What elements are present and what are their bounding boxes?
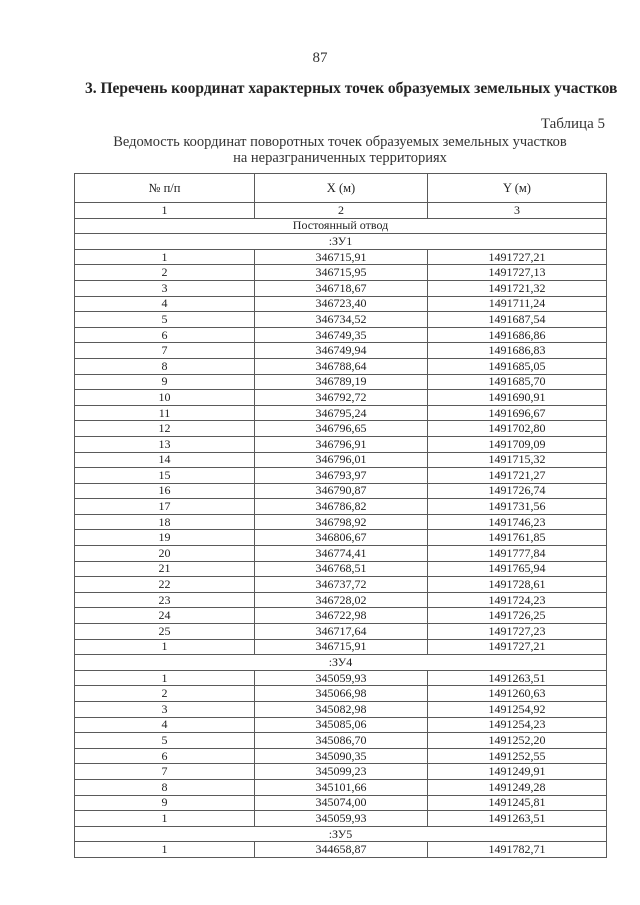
y-coordinate: 1491252,20 xyxy=(428,733,607,749)
y-coordinate: 1491727,21 xyxy=(428,639,607,655)
x-coordinate: 346792,72 xyxy=(255,390,428,406)
section-heading: 3. Перечень координат характерных точек образуемых земельных участков xyxy=(85,80,618,97)
x-coordinate: 345101,66 xyxy=(255,779,428,795)
point-number: 24 xyxy=(75,608,255,624)
point-number: 19 xyxy=(75,530,255,546)
y-coordinate: 1491690,91 xyxy=(428,390,607,406)
point-number: 8 xyxy=(75,779,255,795)
table-row xyxy=(75,499,607,515)
parcel-section-row xyxy=(75,826,607,842)
x-coordinate: 346737,72 xyxy=(255,577,428,593)
table-row xyxy=(75,436,607,452)
y-coordinate: 1491685,70 xyxy=(428,374,607,390)
column-number-3: 3 xyxy=(428,203,607,219)
point-number: 1 xyxy=(75,811,255,827)
table-row xyxy=(75,577,607,593)
x-coordinate: 346768,51 xyxy=(255,561,428,577)
y-coordinate: 1491726,25 xyxy=(428,608,607,624)
table-row xyxy=(75,530,607,546)
y-coordinate: 1491252,55 xyxy=(428,748,607,764)
table-row xyxy=(75,811,607,827)
point-number: 6 xyxy=(75,748,255,764)
x-coordinate: 346734,52 xyxy=(255,312,428,328)
point-number: 23 xyxy=(75,592,255,608)
table-row xyxy=(75,779,607,795)
x-coordinate: 346717,64 xyxy=(255,624,428,640)
point-number: 4 xyxy=(75,717,255,733)
table-row xyxy=(75,639,607,655)
point-number: 7 xyxy=(75,343,255,359)
column-numbers-row xyxy=(75,203,607,219)
y-coordinate: 1491731,56 xyxy=(428,499,607,515)
table-row xyxy=(75,842,607,858)
x-coordinate: 346715,95 xyxy=(255,265,428,281)
y-coordinate: 1491782,71 xyxy=(428,842,607,858)
table-row xyxy=(75,795,607,811)
y-coordinate: 1491721,32 xyxy=(428,280,607,296)
table-title-line2: на неразграниченных территориях xyxy=(233,150,447,166)
table-row xyxy=(75,717,607,733)
table-row xyxy=(75,686,607,702)
y-coordinate: 1491696,67 xyxy=(428,405,607,421)
table-row xyxy=(75,514,607,530)
table-row xyxy=(75,374,607,390)
x-coordinate: 345085,06 xyxy=(255,717,428,733)
x-coordinate: 346796,01 xyxy=(255,452,428,468)
point-number: 1 xyxy=(75,842,255,858)
table-row xyxy=(75,608,607,624)
column-number-1: 1 xyxy=(75,203,255,219)
x-coordinate: 345059,93 xyxy=(255,811,428,827)
table-label: Таблица 5 xyxy=(540,116,605,132)
table-row xyxy=(75,748,607,764)
point-number: 3 xyxy=(75,702,255,718)
point-number: 11 xyxy=(75,405,255,421)
x-coordinate: 345090,35 xyxy=(255,748,428,764)
parcel-section-row xyxy=(75,234,607,250)
table-row xyxy=(75,296,607,312)
point-number: 13 xyxy=(75,436,255,452)
point-number: 8 xyxy=(75,358,255,374)
point-number: 4 xyxy=(75,296,255,312)
table-header-row xyxy=(75,174,607,203)
table-row xyxy=(75,343,607,359)
point-number: 6 xyxy=(75,327,255,343)
x-coordinate: 346728,02 xyxy=(255,592,428,608)
y-coordinate: 1491686,86 xyxy=(428,327,607,343)
column-header-number: № п/п xyxy=(75,174,255,203)
x-coordinate: 346723,40 xyxy=(255,296,428,312)
y-coordinate: 1491727,23 xyxy=(428,624,607,640)
point-number: 15 xyxy=(75,468,255,484)
y-coordinate: 1491249,91 xyxy=(428,764,607,780)
column-header-x: X (м) xyxy=(255,174,428,203)
parcel-section-row xyxy=(75,655,607,671)
x-coordinate: 346715,91 xyxy=(255,249,428,265)
x-coordinate: 346749,35 xyxy=(255,327,428,343)
y-coordinate: 1491721,27 xyxy=(428,468,607,484)
table-row xyxy=(75,358,607,374)
point-number: 18 xyxy=(75,514,255,530)
point-number: 2 xyxy=(75,686,255,702)
x-coordinate: 346796,91 xyxy=(255,436,428,452)
point-number: 16 xyxy=(75,483,255,499)
x-coordinate: 344658,87 xyxy=(255,842,428,858)
y-coordinate: 1491724,23 xyxy=(428,592,607,608)
y-coordinate: 1491263,51 xyxy=(428,811,607,827)
x-coordinate: 346749,94 xyxy=(255,343,428,359)
point-number: 3 xyxy=(75,280,255,296)
y-coordinate: 1491727,13 xyxy=(428,265,607,281)
y-coordinate: 1491726,74 xyxy=(428,483,607,499)
coordinates-table xyxy=(74,173,607,858)
table-row xyxy=(75,452,607,468)
y-coordinate: 1491746,23 xyxy=(428,514,607,530)
point-number: 25 xyxy=(75,624,255,640)
table-row xyxy=(75,468,607,484)
y-coordinate: 1491254,92 xyxy=(428,702,607,718)
point-number: 1 xyxy=(75,249,255,265)
parcel-name: :ЗУ1 xyxy=(75,234,607,250)
x-coordinate: 346789,19 xyxy=(255,374,428,390)
table-row xyxy=(75,249,607,265)
table-row xyxy=(75,670,607,686)
x-coordinate: 345074,00 xyxy=(255,795,428,811)
y-coordinate: 1491715,32 xyxy=(428,452,607,468)
point-number: 17 xyxy=(75,499,255,515)
point-number: 7 xyxy=(75,764,255,780)
point-number: 20 xyxy=(75,546,255,562)
table-row xyxy=(75,546,607,562)
table-row xyxy=(75,421,607,437)
x-coordinate: 346798,92 xyxy=(255,514,428,530)
column-number-2: 2 xyxy=(255,203,428,219)
x-coordinate: 346718,67 xyxy=(255,280,428,296)
table-row xyxy=(75,624,607,640)
y-coordinate: 1491709,09 xyxy=(428,436,607,452)
y-coordinate: 1491727,21 xyxy=(428,249,607,265)
point-number: 10 xyxy=(75,390,255,406)
point-number: 1 xyxy=(75,670,255,686)
y-coordinate: 1491245,81 xyxy=(428,795,607,811)
parcel-name: :ЗУ4 xyxy=(75,655,607,671)
x-coordinate: 345099,23 xyxy=(255,764,428,780)
table-row xyxy=(75,405,607,421)
x-coordinate: 346806,67 xyxy=(255,530,428,546)
column-header-y: Y (м) xyxy=(428,174,607,203)
point-number: 1 xyxy=(75,639,255,655)
point-number: 2 xyxy=(75,265,255,281)
x-coordinate: 346796,65 xyxy=(255,421,428,437)
y-coordinate: 1491761,85 xyxy=(428,530,607,546)
table-row xyxy=(75,702,607,718)
y-coordinate: 1491711,24 xyxy=(428,296,607,312)
x-coordinate: 346722,98 xyxy=(255,608,428,624)
allotment-row xyxy=(75,218,607,234)
allotment-label: Постоянный отвод xyxy=(75,218,607,234)
table-row xyxy=(75,733,607,749)
table-body xyxy=(75,234,607,858)
parcel-name: :ЗУ5 xyxy=(75,826,607,842)
x-coordinate: 345082,98 xyxy=(255,702,428,718)
x-coordinate: 346795,24 xyxy=(255,405,428,421)
x-coordinate: 346793,97 xyxy=(255,468,428,484)
y-coordinate: 1491254,23 xyxy=(428,717,607,733)
y-coordinate: 1491728,61 xyxy=(428,577,607,593)
y-coordinate: 1491263,51 xyxy=(428,670,607,686)
y-coordinate: 1491777,84 xyxy=(428,546,607,562)
point-number: 9 xyxy=(75,795,255,811)
x-coordinate: 345086,70 xyxy=(255,733,428,749)
page-number: 87 xyxy=(312,50,328,66)
table-row xyxy=(75,592,607,608)
table-row xyxy=(75,561,607,577)
table-row xyxy=(75,390,607,406)
y-coordinate: 1491249,28 xyxy=(428,779,607,795)
point-number: 12 xyxy=(75,421,255,437)
x-coordinate: 346786,82 xyxy=(255,499,428,515)
table-title-line1: Ведомость координат поворотных точек образуемых земельных участков xyxy=(113,134,567,150)
table-row xyxy=(75,327,607,343)
y-coordinate: 1491685,05 xyxy=(428,358,607,374)
table-title xyxy=(60,134,620,166)
y-coordinate: 1491260,63 xyxy=(428,686,607,702)
y-coordinate: 1491765,94 xyxy=(428,561,607,577)
x-coordinate: 346790,87 xyxy=(255,483,428,499)
table-row xyxy=(75,265,607,281)
table-row xyxy=(75,483,607,499)
x-coordinate: 346774,41 xyxy=(255,546,428,562)
y-coordinate: 1491687,54 xyxy=(428,312,607,328)
x-coordinate: 345066,98 xyxy=(255,686,428,702)
x-coordinate: 346715,91 xyxy=(255,639,428,655)
x-coordinate: 345059,93 xyxy=(255,670,428,686)
table-row xyxy=(75,280,607,296)
point-number: 22 xyxy=(75,577,255,593)
table-row xyxy=(75,764,607,780)
point-number: 5 xyxy=(75,733,255,749)
x-coordinate: 346788,64 xyxy=(255,358,428,374)
y-coordinate: 1491686,83 xyxy=(428,343,607,359)
point-number: 21 xyxy=(75,561,255,577)
y-coordinate: 1491702,80 xyxy=(428,421,607,437)
point-number: 9 xyxy=(75,374,255,390)
table-row xyxy=(75,312,607,328)
point-number: 5 xyxy=(75,312,255,328)
point-number: 14 xyxy=(75,452,255,468)
